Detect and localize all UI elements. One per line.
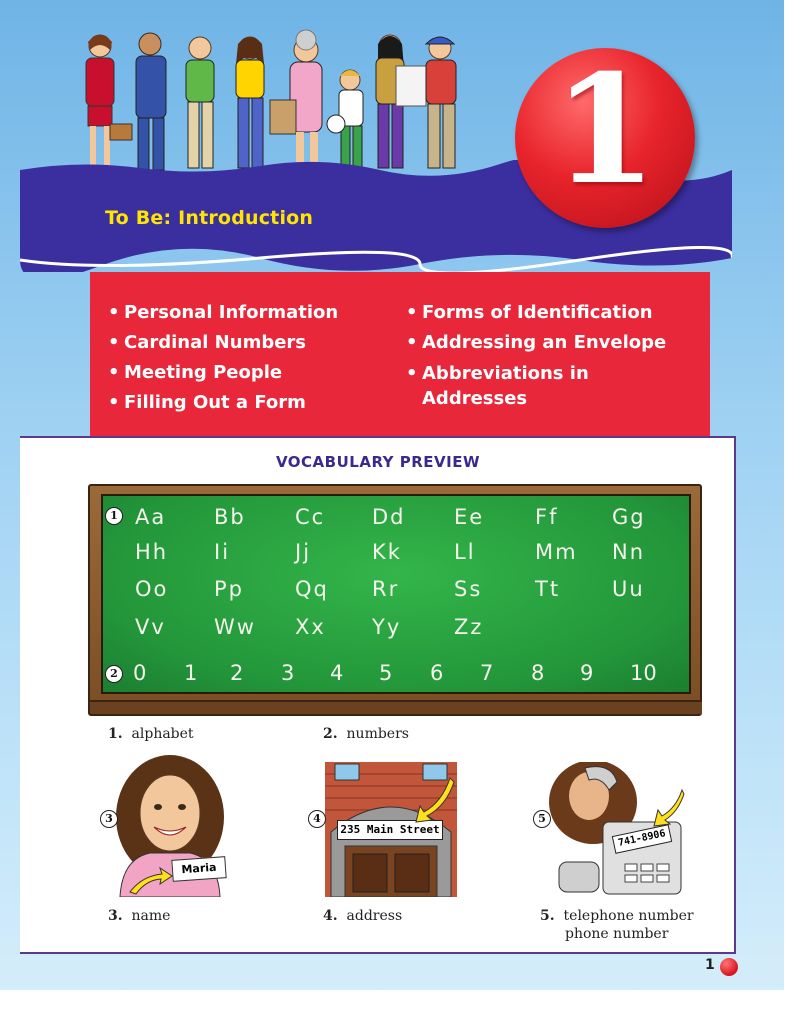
alphabet-letter-pair: Dd [372, 505, 406, 529]
alphabet-letter-pair: Ss [454, 577, 483, 601]
alphabet-letter-pair: Pp [214, 577, 244, 601]
board-number: 9 [580, 661, 594, 685]
alphabet-letter-pair: Hh [135, 540, 169, 564]
marker-5: 5 [533, 810, 551, 828]
alphabet-letter-pair: Tt [535, 577, 561, 601]
board-number: 2 [230, 661, 244, 685]
alphabet-letter-pair: Cc [295, 505, 326, 529]
board-number: 4 [330, 661, 344, 685]
alphabet-letter-pair: Mm [535, 540, 578, 564]
alphabet-letter-pair: Xx [295, 615, 326, 639]
caption-alphabet: 1. alphabet [108, 726, 194, 742]
alphabet-letter-pair: Ii [214, 540, 231, 564]
page-bottom-margin [0, 990, 784, 1016]
alphabet-letter-pair: Ll [454, 540, 476, 564]
topics-left-column [104, 298, 338, 418]
marker-1: 1 [105, 507, 123, 525]
topic-item: • Addressing an Envelope [406, 332, 667, 353]
board-number: 5 [379, 661, 393, 685]
board-number: 8 [531, 661, 545, 685]
topic-item: • Meeting People [108, 362, 283, 383]
board-number: 1 [184, 661, 198, 685]
alphabet-letter-pair: Oo [135, 577, 169, 601]
topic-item: • Abbreviations in Addresses [406, 363, 589, 409]
caption-numbers: 2. numbers [323, 726, 409, 742]
unit-number: 1 [552, 42, 658, 218]
caption-telephone-number: 5. telephone number [540, 908, 694, 924]
board-number: 3 [281, 661, 295, 685]
name-tag: Maria [171, 856, 226, 882]
page-number: 1 [705, 957, 715, 973]
alphabet-letter-pair: Aa [135, 505, 167, 529]
alphabet-letter-pair: Nn [612, 540, 646, 564]
arrow-icon [128, 866, 174, 896]
alphabet-letter-pair: Ww [214, 615, 256, 639]
alphabet-letter-pair: Zz [454, 615, 484, 639]
alphabet-letter-pair: Jj [295, 540, 312, 564]
arrow-icon [412, 776, 456, 824]
alphabet-letter-pair: Gg [612, 505, 646, 529]
topics-panel [90, 272, 710, 440]
board-number: 10 [630, 661, 657, 685]
caption-name: 3. name [108, 908, 171, 924]
page-number-dot [720, 958, 738, 976]
alphabet-letter-pair: Yy [372, 615, 402, 639]
alphabet-letter-pair: Kk [372, 540, 402, 564]
vocabulary-heading: VOCABULARY PREVIEW [275, 453, 481, 471]
topic-item: • Forms of Identification [406, 302, 653, 323]
street-sign: 235 Main Street [337, 820, 443, 840]
alphabet-letter-pair: Qq [295, 577, 329, 601]
topic-item: • Filling Out a Form [108, 392, 306, 413]
board-number: 0 [133, 661, 147, 685]
caption-phone-number: phone number [565, 926, 669, 942]
board-number: 6 [430, 661, 444, 685]
unit-title: To Be: Introduction [105, 207, 314, 229]
alphabet-letter-pair: Bb [214, 505, 246, 529]
phone-display: 741-8906 [612, 824, 672, 854]
topic-item: • Cardinal Numbers [108, 332, 307, 353]
topics-right-column [402, 298, 666, 411]
marker-3: 3 [100, 810, 118, 828]
marker-2: 2 [105, 665, 123, 683]
arrow-icon [650, 788, 686, 828]
board-number: 7 [480, 661, 494, 685]
alphabet-letter-pair: Ff [535, 505, 559, 529]
alphabet-letter-pair: Vv [135, 615, 166, 639]
alphabet-letter-pair: Rr [372, 577, 400, 601]
alphabet-letter-pair: Uu [612, 577, 645, 601]
marker-4: 4 [308, 810, 326, 828]
caption-address: 4. address [323, 908, 403, 924]
topic-item: • Personal Information [108, 302, 339, 323]
alphabet-letter-pair: Ee [454, 505, 485, 529]
chalkboard-ledge [90, 700, 702, 714]
